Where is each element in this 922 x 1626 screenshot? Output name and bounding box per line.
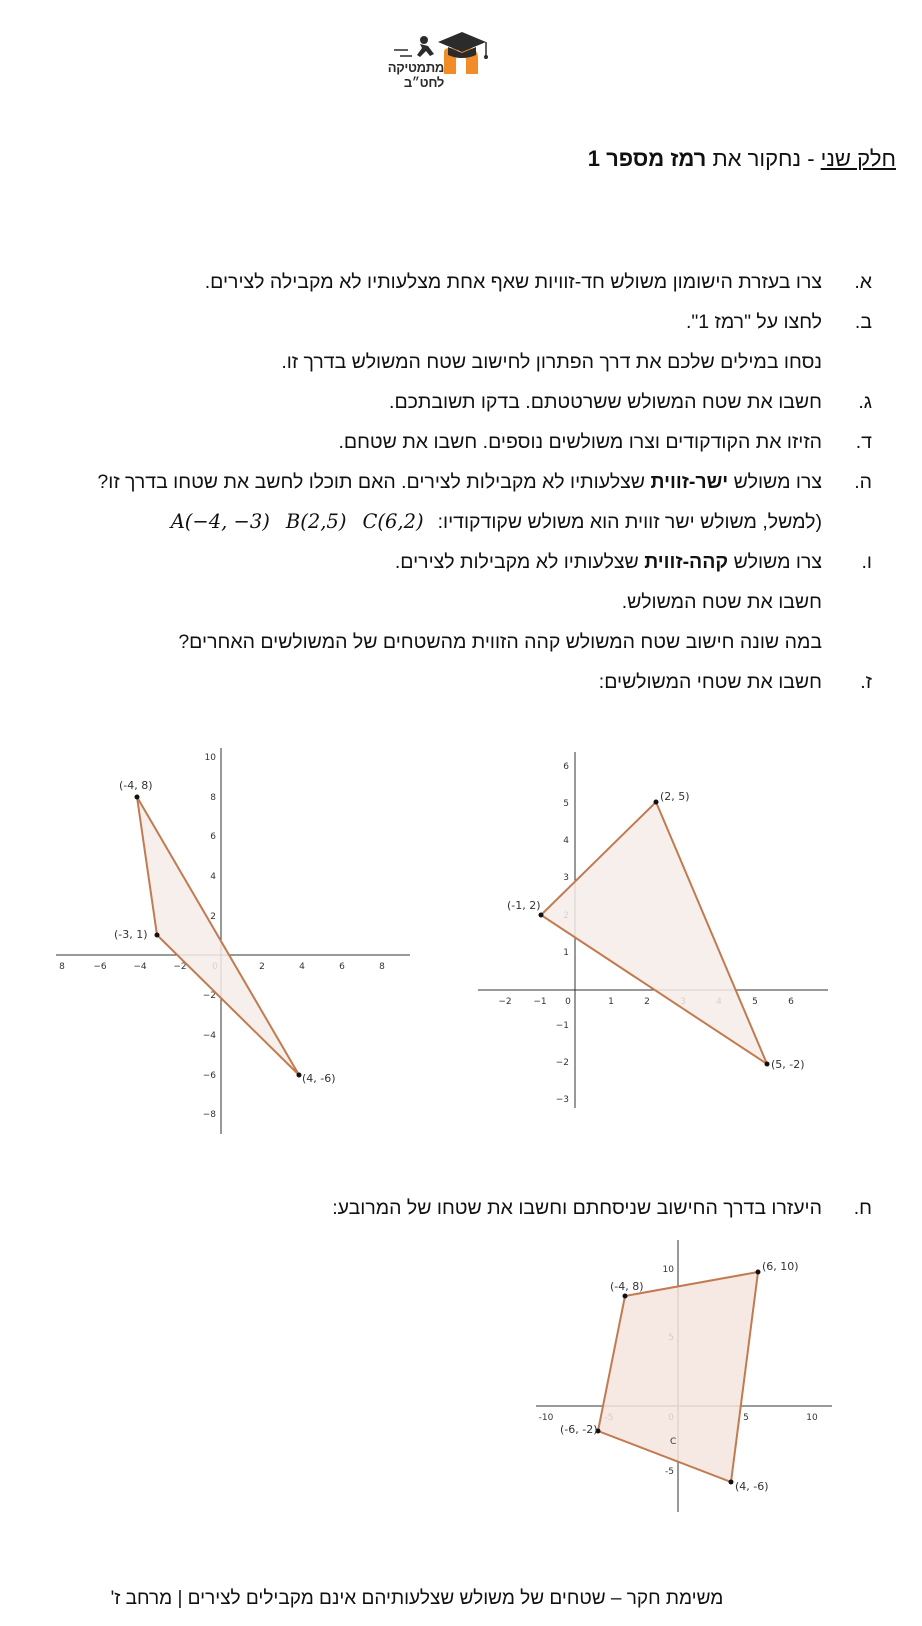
tick-label: 10 bbox=[806, 1413, 818, 1423]
logo-mark-icon bbox=[386, 26, 516, 82]
item-text: חשבו את שטחי המשולשים: bbox=[598, 671, 822, 693]
item-text bbox=[395, 542, 822, 582]
tick-label: −4 bbox=[202, 1031, 216, 1041]
tick-label: 10 bbox=[204, 753, 216, 763]
item-text-post: שצלעותיו לא מקבילות לצירים. האם תוכלו לחשב את שטחו בדרך זו? bbox=[97, 471, 651, 493]
vertex-point bbox=[155, 933, 160, 938]
tick-label: −3 bbox=[555, 1095, 569, 1105]
list-item bbox=[12, 462, 872, 502]
math-vertices bbox=[163, 502, 432, 542]
x-tick-labels bbox=[498, 997, 794, 1007]
section-title-middle: - נחקור את bbox=[706, 146, 821, 171]
tick-label: 5 bbox=[752, 997, 758, 1007]
item-text: נסחו במילים שלכם את דרך הפתרון לחישוב שטח המשולש בדרך זו. bbox=[281, 351, 822, 373]
item-text bbox=[97, 462, 822, 502]
vertex-label: (-4, 8) bbox=[119, 779, 153, 792]
list-item bbox=[12, 622, 862, 662]
item-number: ח. bbox=[853, 1197, 872, 1219]
section-title-underlined: חלק שני bbox=[820, 146, 896, 171]
tick-label: −2 bbox=[555, 1058, 569, 1068]
tick-label: 4 bbox=[563, 836, 569, 846]
quadrilateral-shape bbox=[598, 1272, 758, 1482]
tick-label: −4 bbox=[133, 962, 147, 972]
tick-label: 8 bbox=[379, 962, 385, 972]
item-text-pre: צרו משולש bbox=[728, 471, 822, 493]
tick-label: 5 bbox=[743, 1413, 749, 1423]
tick-label: 4 bbox=[210, 872, 216, 882]
item-number: ד. bbox=[855, 431, 872, 453]
item-number: ב. bbox=[854, 311, 872, 333]
tick-label: −8 bbox=[202, 1110, 216, 1120]
tick-label: -5 bbox=[665, 1467, 674, 1477]
tick-label: 10 bbox=[662, 1265, 674, 1275]
list-item bbox=[12, 422, 872, 462]
vertex-label: (4, -6) bbox=[735, 1480, 769, 1493]
tick-label: 8 bbox=[59, 962, 65, 972]
tick-label: −2 bbox=[498, 997, 512, 1007]
graph-triangle-right bbox=[478, 752, 834, 1112]
tick-label: 6 bbox=[210, 832, 216, 842]
item-text: היעזרו בדרך החישוב שניסחתם וחשבו את שטחו של המרובע: bbox=[332, 1197, 822, 1219]
graph-triangle-left-svg bbox=[56, 748, 416, 1138]
item-text: הזיזו את הקודקודים וצרו משולשים נוספים. חשבו את שטחם. bbox=[338, 431, 822, 453]
list-item bbox=[12, 342, 862, 382]
vertex-label: (-3, 1) bbox=[114, 928, 148, 941]
tick-label: 5 bbox=[563, 799, 569, 809]
vertex-point bbox=[654, 800, 659, 805]
item-number: ז. bbox=[860, 671, 872, 693]
item-text: במה שונה חישוב שטח המשולש קהה הזווית מהשטחים של המשולשים האחרים? bbox=[178, 631, 822, 653]
item-text: חשבו את שטח המשולש. bbox=[621, 591, 822, 613]
tick-label: 2 bbox=[259, 962, 265, 972]
tick-label: 0 bbox=[565, 997, 571, 1007]
item-number: ג. bbox=[858, 391, 872, 413]
vertex-label: (4, -6) bbox=[302, 1072, 336, 1085]
item-text-pre: צרו משולש bbox=[728, 551, 822, 573]
vertex-point bbox=[729, 1480, 734, 1485]
tick-label: 2 bbox=[644, 997, 650, 1007]
tick-label: −6 bbox=[93, 962, 107, 972]
math-vertex-a: 𝐴(−4, −3) bbox=[170, 510, 270, 533]
section-title-bold: רמז מספר 1 bbox=[587, 146, 707, 171]
tick-label: −6 bbox=[202, 1071, 216, 1081]
list-item bbox=[12, 582, 862, 622]
logo bbox=[348, 26, 513, 90]
tick-label: 6 bbox=[788, 997, 794, 1007]
graph-quadrilateral bbox=[536, 1240, 836, 1516]
item-text bbox=[163, 502, 822, 542]
vertex-point bbox=[135, 795, 140, 800]
vertex-label: (-6, -2) bbox=[560, 1423, 598, 1436]
item-number: ו. bbox=[861, 551, 872, 573]
item-text: צרו בעזרת הישומון משולש חד-זוויות שאף אחת מצלעותיו לא מקבילה לצירים. bbox=[204, 271, 822, 293]
vertex-label: (-1, 2) bbox=[507, 899, 541, 912]
item-number: א. bbox=[854, 271, 872, 293]
tick-label: 6 bbox=[563, 762, 569, 772]
math-vertex-b: 𝐵(2,5) bbox=[285, 510, 347, 533]
list-item bbox=[12, 662, 872, 702]
tick-label: 2 bbox=[210, 912, 216, 922]
graph-triangle-left bbox=[56, 748, 416, 1138]
math-vertex-c: 𝐶(6,2) bbox=[362, 510, 424, 533]
section-title bbox=[588, 146, 896, 172]
item-text: לחצו על "רמז 1". bbox=[685, 311, 822, 333]
item-text: חשבו את שטח המשולש ששרטטתם. בדקו תשובתכם. bbox=[389, 391, 822, 413]
vertex-point bbox=[297, 1073, 302, 1078]
list-item bbox=[12, 302, 872, 342]
list-item bbox=[12, 542, 872, 582]
tick-label: -10 bbox=[538, 1413, 554, 1423]
list-item bbox=[12, 382, 872, 422]
list-item bbox=[12, 502, 862, 542]
vertex-label: (-4, 8) bbox=[610, 1280, 644, 1293]
vertex-point bbox=[539, 913, 544, 918]
logo-text: מתמטיקה לחט״ב bbox=[387, 60, 444, 90]
vertex-label: (2, 5) bbox=[660, 790, 690, 803]
tick-label: −2 bbox=[202, 991, 216, 1001]
question-list bbox=[12, 262, 872, 702]
item-text-post: שצלעותיו לא מקבילות לצירים. bbox=[394, 551, 645, 573]
footer-text: משימת חקר – שטחים של משולש שצלעותיהם אינם מקבילים לצירים | מרחב ז' bbox=[110, 1588, 724, 1609]
vertex-label: (6, 10) bbox=[762, 1260, 799, 1273]
tick-label: 3 bbox=[563, 873, 569, 883]
tick-label: 1 bbox=[608, 997, 614, 1007]
example-text: (למשל, משולש ישר זווית הוא משולש שקודקודיו: bbox=[437, 511, 822, 533]
point-label: C bbox=[670, 1437, 677, 1447]
tick-label: 8 bbox=[210, 793, 216, 803]
page-footer bbox=[0, 1588, 922, 1610]
tick-label: 6 bbox=[339, 962, 345, 972]
item-text-bold: ישר-זווית bbox=[650, 471, 729, 493]
item-number: ה. bbox=[854, 471, 872, 493]
tick-label: 4 bbox=[299, 962, 305, 972]
tick-label: −2 bbox=[173, 962, 187, 972]
list-item bbox=[12, 262, 872, 302]
vertex-point bbox=[623, 1294, 628, 1299]
graph-quadrilateral-svg bbox=[536, 1240, 836, 1516]
graph-triangle-right-svg bbox=[478, 752, 834, 1112]
tick-label: 1 bbox=[563, 948, 569, 958]
tick-label: −1 bbox=[555, 1021, 569, 1031]
triangle-shape bbox=[137, 797, 299, 1075]
item-text-bold: קהה-זווית bbox=[644, 551, 729, 573]
vertex-label: (5, -2) bbox=[771, 1058, 805, 1071]
vertex-point bbox=[756, 1270, 761, 1275]
question-h bbox=[12, 1188, 872, 1228]
vertex-point bbox=[765, 1062, 770, 1067]
y-tick-labels bbox=[556, 762, 570, 1105]
tick-label: −1 bbox=[533, 997, 547, 1007]
